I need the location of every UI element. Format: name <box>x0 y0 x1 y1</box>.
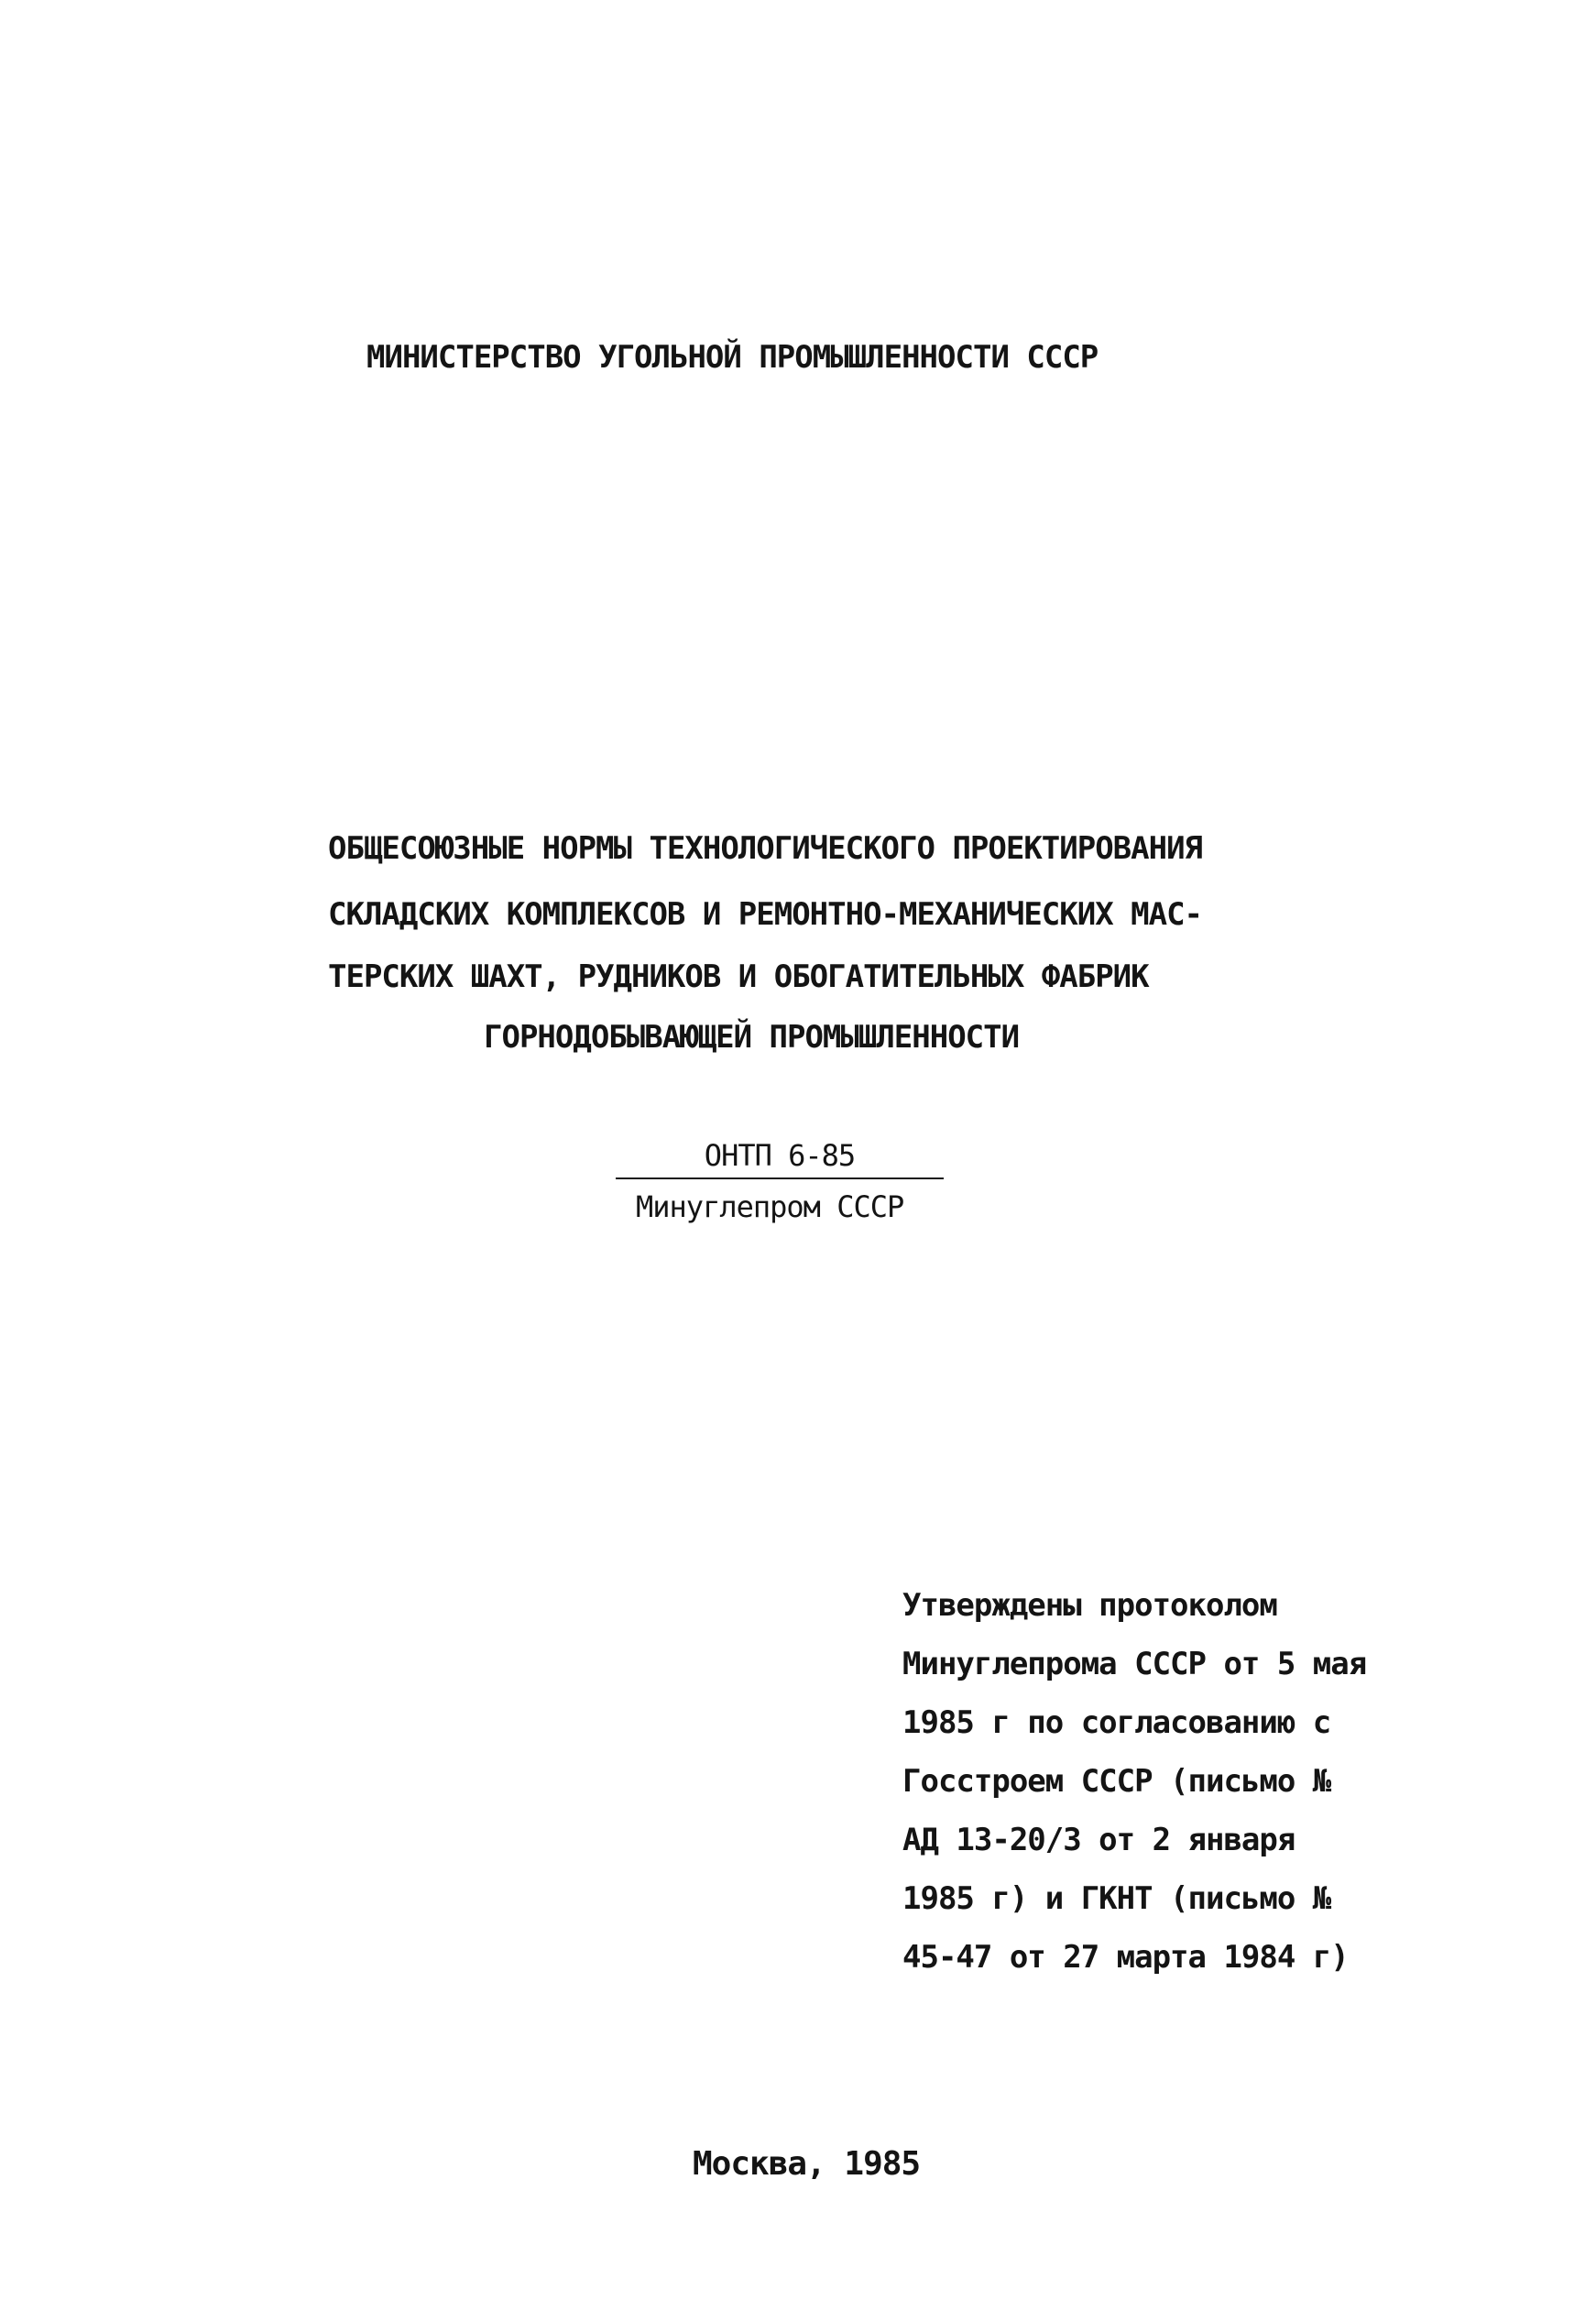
title-line-1: ОБЩЕСОЮЗНЫЕ НОРМЫ ТЕХНОЛОГИЧЕСКОГО ПРОЕКТИРОВАНИЯ <box>328 830 1203 867</box>
issuing-body: Минуглепром СССР <box>636 1189 904 1224</box>
title-line-2: СКЛАДСКИХ КОМПЛЕКСОВ И РЕМОНТНО-МЕХАНИЧЕСКИХ МАС- <box>328 896 1203 933</box>
approval-line-7: 45-47 от 27 марта 1984 г) <box>902 1939 1349 1976</box>
approval-line-6: 1985 г) и ГКНТ (письмо № <box>902 1880 1331 1917</box>
ministry-header: МИНИСТЕРСТВО УГОЛЬНОЙ ПРОМЫШЛЕННОСТИ СССР <box>366 339 1099 376</box>
title-line-4: ГОРНОДОБЫВАЮЩЕЙ ПРОМЫШЛЕННОСТИ <box>484 1019 1020 1056</box>
document-designation <box>616 1138 944 1179</box>
approval-line-3: 1985 г по согласованию с <box>902 1704 1331 1741</box>
approval-statement <box>902 1576 1366 1987</box>
approval-line-5: АД 13-20/3 от 2 января <box>902 1822 1295 1858</box>
approval-line-2: Минуглепрома СССР от 5 мая <box>902 1646 1367 1682</box>
approval-line-1: Утверждены протоколом <box>902 1587 1277 1624</box>
place-and-year: Москва, 1985 <box>693 2145 921 2183</box>
approval-line-4: Госстроем СССР (письмо № <box>902 1763 1331 1800</box>
document-code: ОНТП 6-85 <box>616 1141 944 1179</box>
title-line-3: ТЕРСКИХ ШАХТ, РУДНИКОВ И ОБОГАТИТЕЛЬНЫХ ФАБРИК <box>328 958 1149 995</box>
